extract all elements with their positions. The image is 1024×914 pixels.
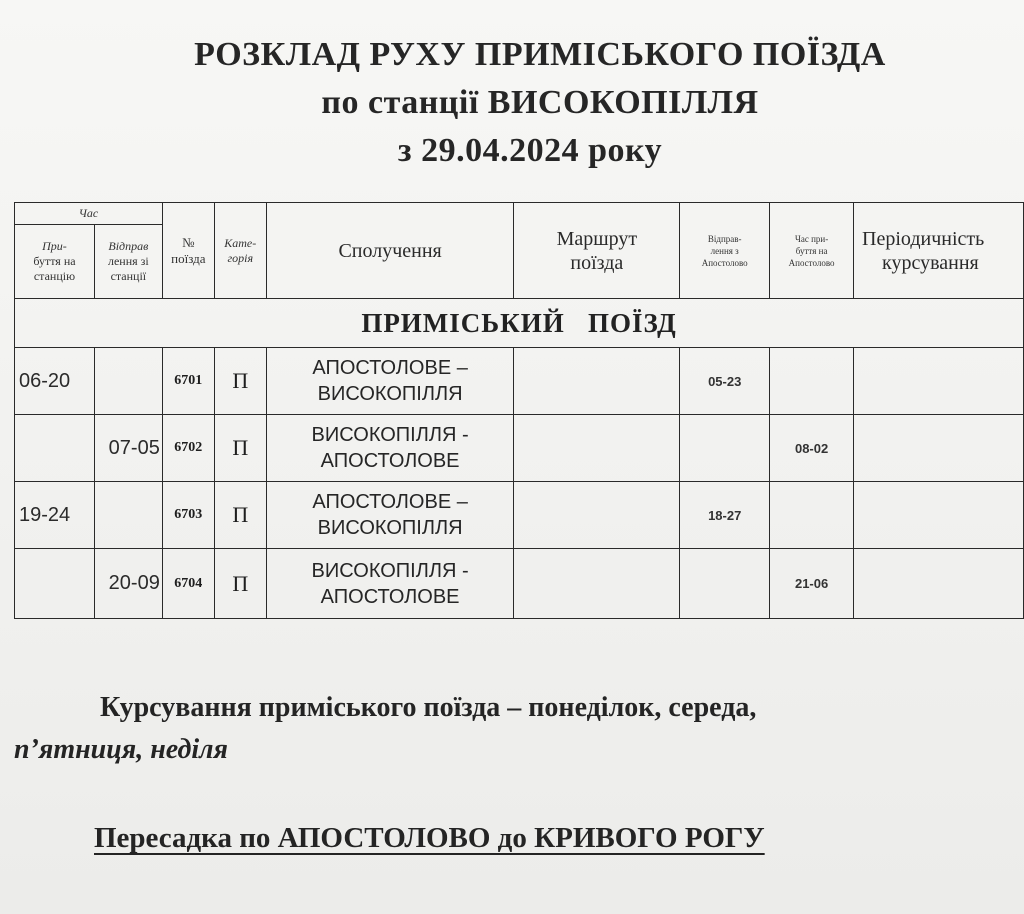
document-title: РОЗКЛАД РУХУ ПРИМІСЬКОГО ПОЇЗДА — [194, 36, 886, 73]
connection — [266, 482, 514, 549]
station-subtitle: по станції ВИСОКОПІЛЛЯ — [321, 84, 759, 121]
connection-to: АПОСТОЛОВЕ — [320, 585, 460, 608]
header-category-l1: Кате- — [224, 235, 257, 250]
route — [514, 415, 680, 482]
train-category: П — [214, 482, 266, 549]
header-arrival-l1: При- — [42, 239, 67, 253]
header-arrival-l2: буття на — [33, 254, 76, 268]
dep-apostolove-time: 18-27 — [680, 482, 770, 549]
periodicity — [854, 415, 1024, 482]
departure-time — [94, 482, 162, 549]
header-arrival — [15, 225, 95, 299]
train-category: П — [214, 348, 266, 415]
header-periodicity-l1: Періодичність — [862, 227, 985, 250]
departure-time: 07-05 — [94, 415, 162, 482]
connection — [266, 415, 514, 482]
header-route-l2: поїзда — [570, 251, 624, 274]
table-row — [15, 348, 1024, 415]
header-departure-l2: лення зі — [107, 254, 149, 268]
header-category — [214, 203, 266, 299]
connection-from: АПОСТОЛОВЕ – — [312, 491, 468, 513]
connection — [266, 549, 514, 619]
arrival-time — [15, 549, 95, 619]
train-number: 6702 — [162, 415, 214, 482]
arr-apostolove-time — [770, 348, 854, 415]
schedule-days-note: Курсування приміського поїзда – понеділок, середа, — [100, 692, 757, 723]
route — [514, 482, 680, 549]
header-train-number-l1: № — [182, 234, 195, 250]
header-category-l2: горія — [227, 250, 254, 265]
header-departure — [94, 225, 162, 299]
header-dep-apostolove — [680, 203, 770, 299]
header-route-l1: Маршрут — [556, 227, 638, 250]
header-train-number — [162, 203, 214, 299]
dep-apostolove-time — [680, 549, 770, 619]
connection-from: ВИСОКОПІЛЛЯ - — [311, 424, 469, 446]
header-dep-apostolove-l1: Відправ- — [707, 233, 742, 244]
train-category: П — [214, 549, 266, 619]
table-row — [15, 549, 1024, 619]
table-row — [15, 482, 1024, 549]
header-dep-apostolove-l3: Апостолово — [701, 257, 748, 268]
connection-from: ВИСОКОПІЛЛЯ - — [311, 559, 469, 582]
arr-apostolove-time: 21-06 — [770, 549, 854, 619]
route — [514, 549, 680, 619]
header-arr-apostolove-l3: Апостолово — [788, 257, 835, 268]
header-train-number-l2: поїзда — [171, 250, 206, 266]
header-departure-l1: Відправ — [108, 239, 149, 253]
header-arrival-l3: станцію — [33, 269, 76, 283]
header-connection: Сполучення — [266, 203, 514, 299]
header-route — [514, 203, 680, 299]
connection-from: АПОСТОЛОВЕ – — [312, 357, 468, 379]
connection-to: ВИСОКОПІЛЛЯ — [317, 517, 463, 539]
header-periodicity — [854, 203, 1024, 299]
header-periodicity-l2: курсування — [882, 251, 979, 274]
periodicity — [854, 549, 1024, 619]
train-number: 6704 — [162, 549, 214, 619]
train-category: П — [214, 415, 266, 482]
connection-to: АПОСТОЛОВЕ — [320, 450, 460, 472]
dep-apostolove-time — [680, 415, 770, 482]
section-title: ПРИМІСЬКИЙ ПОЇЗД — [15, 299, 1024, 348]
schedule-table — [14, 202, 1024, 619]
route — [514, 348, 680, 415]
arr-apostolove-time — [770, 482, 854, 549]
arrival-time: 06-20 — [15, 348, 95, 415]
header-departure-l3: станції — [110, 269, 147, 283]
departure-time — [94, 348, 162, 415]
train-number: 6701 — [162, 348, 214, 415]
train-number: 6703 — [162, 482, 214, 549]
header-arr-apostolove-l2: буття на — [795, 245, 828, 256]
arr-apostolove-time: 08-02 — [770, 415, 854, 482]
header-arr-apostolove-l1: Час при- — [794, 233, 829, 244]
schedule-days-note-cont: п’ятниця, неділя — [14, 734, 228, 765]
periodicity — [854, 482, 1024, 549]
effective-date: з 29.04.2024 року — [397, 132, 663, 169]
header-arr-apostolove — [770, 203, 854, 299]
table-row — [15, 415, 1024, 482]
connection-to: ВИСОКОПІЛЛЯ — [317, 383, 463, 405]
departure-time: 20-09 — [94, 549, 162, 619]
transfer-note: Пересадка по АПОСТОЛОВО до КРИВОГО РОГУ — [94, 822, 765, 854]
header-time-group: Час — [15, 203, 163, 225]
dep-apostolove-time: 05-23 — [680, 348, 770, 415]
connection — [266, 348, 514, 415]
periodicity — [854, 348, 1024, 415]
header-dep-apostolove-l2: лення з — [710, 245, 739, 256]
arrival-time: 19-24 — [15, 482, 95, 549]
arrival-time — [15, 415, 95, 482]
